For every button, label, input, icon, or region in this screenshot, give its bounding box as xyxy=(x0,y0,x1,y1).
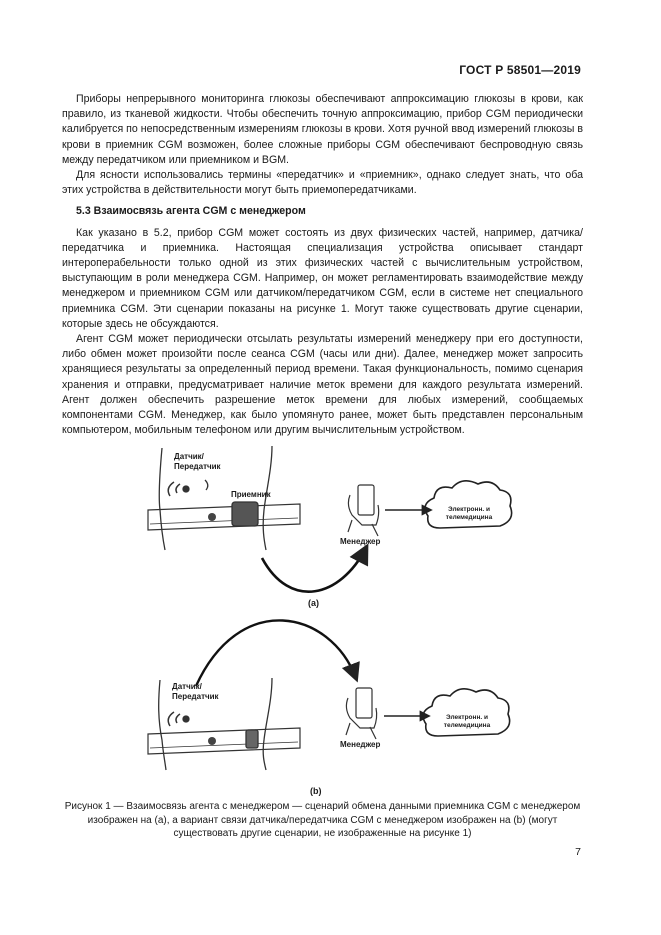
sublabel-a: (а) xyxy=(308,598,319,608)
paragraph-physical-parts: Как указано в 5.2, прибор CGM может состоять из двух физических частей, например, датчика/передатчика и приемника. Настоящая специализация устройства описывает стандарт интероперабельности только одной из этих физических частей с вычислительным устройством, выступающим в роли менеджера CGM. Например, он может регламентировать взаимодействие между менеджером и приемником CGM или датчиком/передатчиком CGM, если в системе нет специального приемника CGM. Эти сценарии показаны на рисунке 1. Могут также существовать другие сценарии, которые здесь не обсуждаются. xyxy=(62,226,583,330)
document-header: ГОСТ Р 58501—2019 xyxy=(459,63,581,77)
sublabel-b: (b) xyxy=(310,786,322,796)
page-number: 7 xyxy=(575,846,581,858)
sensor-label-b: Датчик/ Передатчик xyxy=(172,682,219,701)
cloud-label-b: Электронн. и телемедицина xyxy=(443,714,491,729)
arrow-sensor-to-manager-b xyxy=(196,620,356,686)
figure-1 xyxy=(0,440,661,800)
paragraph-timestamps: Агент CGM может периодически отсылать результаты измерений менеджеру при его доступности, либо обмен может произойти после сеанса CGM (часы или дни). Далее, менеджер может запросить хранящиеся результаты за определенный период времени. Такая функциональность, помимо сценария хранения и отправки, предусматривает наличие меток времени для каждого результата измерений. Агент должен обеспечить разрешение меток времени для любых измерений, сообщаемых компонентами CGM. Менеджер, как было упомянуто ранее, может быть представлен персональным компьютером, мобильным телефоном или другим вычислительным устройством. xyxy=(62,333,583,437)
figure-drawing xyxy=(0,440,661,800)
paragraph-cgm-approximation: Приборы непрерывного мониторинга глюкозы обеспечивают аппроксимацию глюкозы в крови, как правило, из тканевой жидкости. Чтобы обеспечить точную аппроксимацию, прибор CGM периодически калибруется по непосредственным измерениям глюкозы в крови. Хотя ручной ввод измерений глюкозы в крови в приемник CGM возможен, более сложные приборы CGM обеспечивают беспроводную связь между передатчиком или приемником и BGM. xyxy=(62,93,583,166)
figure-caption: Рисунок 1 — Взаимосвязь агента с менеджером — сценарий обмена данными приемника CGM с менеджером изображен на (а), а вариант связи датчика/передатчика CGM с менеджером изображен на (b) (могут существовать другие сценарии, не изображенные на рисунке 1) xyxy=(64,801,581,839)
paragraph-terms: Для ясности использовались термины «передатчик» и «приемник», однако следует знать, что оба этих устройства в действительности могут быть приемопередатчиками. xyxy=(62,169,583,197)
manager-label-a: Менеджер xyxy=(340,537,381,546)
cloud-label-a: Электронн. и телемедицина xyxy=(445,506,493,521)
arrow-receiver-to-manager-a xyxy=(262,548,366,592)
phone-a xyxy=(348,485,379,536)
manager-label-b: Менеджер xyxy=(340,740,381,749)
phone-b xyxy=(346,688,377,739)
body-text xyxy=(62,92,583,438)
receiver-label: Приемник xyxy=(231,490,271,499)
section-heading: 5.3 Взаимосвязь агента CGM с менеджером xyxy=(76,205,306,218)
sensor-label-a: Датчик/ Передатчик xyxy=(174,452,221,471)
